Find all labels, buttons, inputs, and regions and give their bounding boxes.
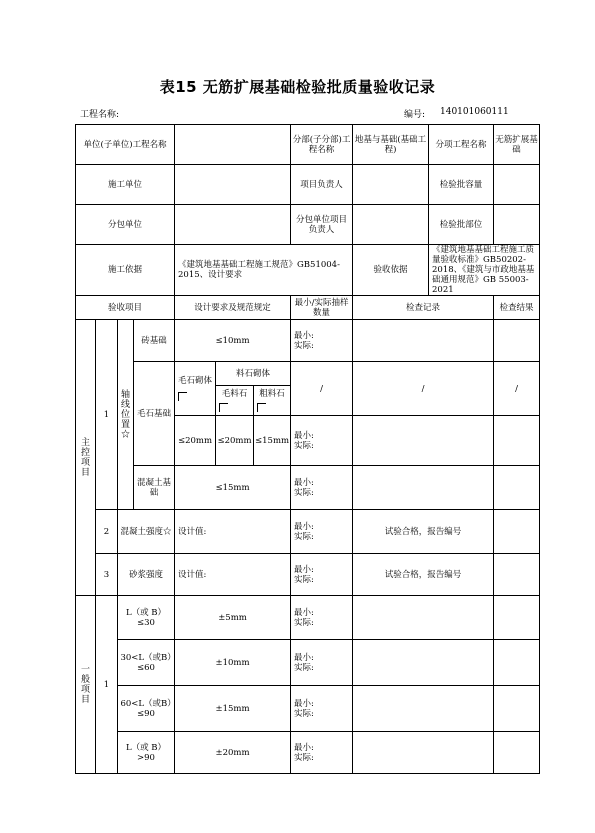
record-concrete-base[interactable] [353, 466, 494, 510]
sample-cell-concrete-strength[interactable] [291, 510, 353, 554]
batch-location-cell [429, 205, 494, 245]
result-general[interactable] [494, 732, 540, 774]
record-concrete-strength[interactable] [353, 510, 494, 554]
subcontract-unit-value[interactable] [175, 205, 291, 245]
project-manager-value[interactable] [353, 165, 429, 205]
slash: / [320, 383, 323, 394]
sample-min: 最小: [294, 607, 314, 618]
subunit-label-cell [291, 125, 353, 165]
concrete-no: 2 [103, 526, 110, 537]
basis-label: 施工依据 [108, 265, 143, 275]
concrete-req: ≤15mm [215, 482, 250, 493]
general-range: L（或 B）>90 [125, 742, 167, 763]
mortar-strength-cell [118, 554, 175, 596]
record-general[interactable] [353, 596, 494, 640]
checkbox-icon[interactable] [219, 403, 228, 412]
axis-label-cell [118, 320, 134, 510]
axis-no-cell [96, 320, 118, 510]
acceptance-basis-label: 验收依据 [373, 265, 408, 275]
slash-sample [291, 362, 353, 416]
rubble-cell [134, 362, 175, 466]
subcontract-manager-value[interactable] [353, 205, 429, 245]
general-req-cell [175, 596, 291, 640]
sample-actual: 实际: [294, 708, 314, 719]
general-req-cell [175, 732, 291, 774]
unit-value-cell[interactable] [175, 125, 291, 165]
fine-material-cell [254, 386, 291, 416]
sample-min: 最小: [294, 521, 314, 532]
rubble-masonry-cell [175, 362, 216, 416]
record-brick[interactable] [353, 320, 494, 362]
acceptance-form-table [75, 124, 540, 774]
sample-actual: 实际: [294, 531, 314, 542]
sample-actual: 实际: [294, 574, 314, 585]
general-req-cell [175, 686, 291, 732]
record-general[interactable] [353, 686, 494, 732]
axis-no: 1 [103, 409, 110, 420]
mortar-no-cell [96, 554, 118, 596]
coarse-material-label: 毛料石 [221, 389, 248, 399]
col-result-label: 检查结果 [499, 302, 534, 313]
col-design-label: 设计要求及规范规定 [194, 302, 271, 313]
basis-value-cell [175, 245, 353, 296]
req-rubble-cell [175, 416, 216, 466]
unit-label-cell [76, 125, 175, 165]
general-range: 30<L（或B）≤60 [120, 652, 172, 673]
construction-unit-label: 施工单位 [108, 179, 143, 190]
record-mortar[interactable] [353, 554, 494, 596]
design-value-cell[interactable] [175, 510, 291, 554]
concrete-no-cell [96, 510, 118, 554]
fine-material-label: 粗料石 [259, 389, 285, 399]
project-manager-cell [291, 165, 353, 205]
test-record: 试验合格，报告编号 [384, 569, 462, 580]
concrete-req-cell [175, 466, 291, 510]
subcontract-unit-cell [76, 205, 175, 245]
subcontract-manager-cell [291, 205, 353, 245]
concrete-base-cell [134, 466, 175, 510]
col-design [175, 296, 291, 320]
sample-min: 最小: [294, 652, 314, 663]
subunit-value: 地基与基础(基础工程) [354, 134, 427, 155]
batch-location-label: 检验批部位 [439, 219, 483, 230]
col-item-label: 验收项目 [108, 302, 143, 313]
project-name-label: 工程名称: [80, 110, 120, 120]
code-label: 编号: [404, 110, 426, 120]
sample-min: 最小: [294, 330, 314, 341]
test-record: 试验合格，报告编号 [384, 526, 462, 537]
sample-actual: 实际: [294, 752, 314, 763]
general-range: L（或 B）≤30 [125, 607, 167, 628]
item-value-cell [494, 125, 540, 165]
result-general[interactable] [494, 686, 540, 732]
rubble-masonry-label: 毛石砌体 [178, 376, 213, 386]
general-label-cell [76, 596, 96, 774]
slash-result [494, 362, 540, 416]
coarse-material-cell [216, 386, 254, 416]
result-general[interactable] [494, 640, 540, 686]
brick-label: 砖基础 [141, 335, 167, 346]
result-concrete-strength[interactable] [494, 510, 540, 554]
req-fine: ≤15mm [255, 435, 290, 446]
batch-capacity-label: 检验批容量 [439, 179, 483, 190]
brick-req-cell [175, 320, 291, 362]
sample-cell-brick[interactable] [291, 320, 353, 362]
general-req: ±5mm [218, 612, 247, 623]
general-req: ±20mm [215, 747, 250, 758]
col-sample [291, 296, 353, 320]
sample-cell-general[interactable] [291, 732, 353, 774]
sample-cell-general[interactable] [291, 596, 353, 640]
general-no-cell [96, 596, 118, 774]
sample-actual: 实际: [294, 487, 314, 498]
record-general[interactable] [353, 640, 494, 686]
req-coarse-cell [216, 416, 254, 466]
slash-record [353, 362, 494, 416]
item-label-cell [429, 125, 494, 165]
result-brick[interactable] [494, 320, 540, 362]
construction-unit-value[interactable] [175, 165, 291, 205]
req-coarse: ≤20mm [217, 435, 252, 446]
general-label: 一般项目 [80, 664, 90, 705]
col-item [76, 296, 175, 320]
result-general[interactable] [494, 596, 540, 640]
result-mortar[interactable] [494, 554, 540, 596]
batch-location-value[interactable] [494, 205, 540, 245]
project-manager-label: 项目负责人 [300, 179, 343, 190]
sample-min: 最小: [294, 742, 314, 753]
axis-label: 轴线位置☆ [120, 389, 130, 440]
sample-actual: 实际: [294, 340, 314, 351]
design-value-cell[interactable] [175, 554, 291, 596]
page-title: 表15 无筋扩展基础检验批质量验收记录 [159, 78, 436, 96]
col-result [494, 296, 540, 320]
item-value: 无筋扩展基础 [495, 134, 538, 155]
construction-unit-cell [76, 165, 175, 205]
mortar-strength-label: 砂浆强度 [129, 569, 164, 580]
subunit-value-cell [353, 125, 429, 165]
batch-capacity-value[interactable] [494, 165, 540, 205]
subcontract-manager-label: 分包单位项目负责人 [296, 214, 348, 235]
acceptance-basis-value: 《建筑地基基础工程施工质量验收标准》GB50202-2018、《建筑与市政地基基础通用规范》GB 55003-2021 [432, 245, 535, 295]
sample-cell-general[interactable] [291, 686, 353, 732]
acceptance-basis-label-cell [353, 245, 429, 296]
sample-cell-general[interactable] [291, 640, 353, 686]
concrete-base-label: 混凝土基础 [137, 477, 172, 498]
sample-min: 最小: [294, 430, 314, 441]
general-range-cell [118, 732, 175, 774]
basis-label-cell [76, 245, 175, 296]
req-fine-cell [254, 416, 291, 466]
col-record [353, 296, 494, 320]
col-record-label: 检查记录 [406, 302, 441, 313]
sample-cell-mortar[interactable] [291, 554, 353, 596]
general-range: 60<L（或B）≤90 [120, 698, 172, 719]
slash: / [515, 383, 518, 394]
checkbox-icon[interactable] [257, 403, 266, 412]
concrete-strength-cell [118, 510, 175, 554]
rubble-label: 毛石基础 [137, 408, 172, 419]
req-rubble: ≤20mm [177, 435, 213, 446]
sample-min: 最小: [294, 564, 314, 575]
mortar-no: 3 [103, 569, 110, 580]
batch-capacity-cell [429, 165, 494, 205]
material-masonry-label: 料石砌体 [236, 368, 271, 379]
concrete-strength-label: 混凝土强度☆ [120, 526, 172, 537]
slash: / [421, 383, 425, 394]
design-value-label: 设计值: [178, 569, 207, 580]
material-masonry-cell [216, 362, 291, 386]
sample-min: 最小: [294, 477, 314, 488]
general-req: ±10mm [215, 657, 250, 668]
result-concrete-base[interactable] [494, 466, 540, 510]
brick-cell [134, 320, 175, 362]
general-range-cell [118, 686, 175, 732]
result-rubble[interactable] [494, 416, 540, 466]
sample-cell-concrete-base[interactable] [291, 466, 353, 510]
acceptance-basis-value-cell [429, 245, 540, 296]
record-rubble[interactable] [353, 416, 494, 466]
col-sample-label: 最小/实际抽样数量 [294, 297, 349, 318]
checkbox-icon[interactable] [178, 392, 187, 401]
sample-actual: 实际: [294, 662, 314, 673]
general-req: ±15mm [215, 703, 250, 714]
sample-actual: 实际: [294, 440, 314, 451]
general-no: 1 [103, 679, 110, 690]
sample-cell-rubble[interactable] [291, 416, 353, 466]
general-range-cell [118, 640, 175, 686]
main-control-label-cell [76, 320, 96, 596]
record-general[interactable] [353, 732, 494, 774]
code-value: 140101060111 [440, 107, 509, 117]
main-control-label: 主控项目 [80, 437, 90, 478]
sample-actual: 实际: [294, 617, 314, 628]
design-value-label: 设计值: [178, 526, 207, 537]
general-req-cell [175, 640, 291, 686]
sample-min: 最小: [294, 698, 314, 709]
item-label: 分项工程名称 [435, 139, 487, 150]
subunit-label: 分部(子分部)工程名称 [292, 134, 351, 155]
general-range-cell [118, 596, 175, 640]
brick-req: ≤10mm [215, 335, 250, 346]
basis-value: 《建筑地基基础工程施工规范》GB51004-2015、设计要求 [178, 260, 340, 280]
unit-label: 单位(子单位)工程名称 [83, 139, 167, 150]
subcontract-unit-label: 分包单位 [108, 219, 143, 230]
